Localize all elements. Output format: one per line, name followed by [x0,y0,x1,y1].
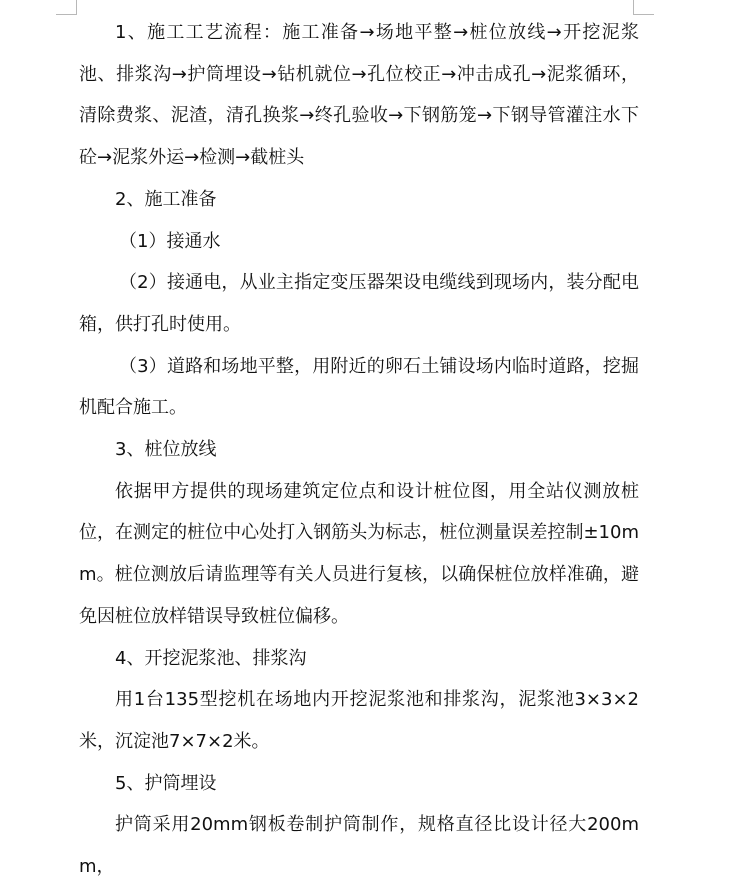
paragraph-slurry-pit: 用1台135型挖机在场地内开挖泥浆池和排浆沟，泥浆池3×3×2米，沉淀池7×7×2米。 [79,689,639,752]
paragraph-water-connection: （1）接通水 [119,230,221,252]
heading-construction-prep: 2、施工准备 [115,188,217,210]
heading-casing-embedding: 5、护筒埋设 [115,772,217,794]
paragraph-road-leveling: （3）道路和场地平整，用附近的卵石土铺设场内临时道路，挖掘机配合施工。 [79,355,639,419]
paragraph-casing-embedding: 护筒采用20mm钢板卷制护筒制作，规格直径比设计径大200mm， [79,814,639,878]
heading-pile-layout: 3、桩位放线 [115,439,217,461]
paragraph-power-connection: （2）接通电，从业主指定变压器架设电缆线到现场内，装分配电箱，供打孔时使用。 [79,272,639,335]
heading-slurry-pit: 4、开挖泥浆池、排浆沟 [115,647,307,669]
paragraph-process-flow: 1、施工工艺流程：施工准备→场地平整→桩位放线→开挖泥浆池、排浆沟→护筒埋设→钻机就位→孔位校正→冲击成孔→泥浆循环，清除费浆、泥渣，清孔换浆→终孔验收→下钢筋笼→下钢导管灌注水下砼→泥浆外运→检测→截桩头 [79,22,639,169]
paragraph-pile-layout: 依据甲方提供的现场建筑定位点和设计桩位图，用全站仪测放桩位，在测定的桩位中心处打入钢筋头为标志，桩位测量误差控制±10mm。桩位测放后请监理等有关人员进行复核，以确保桩位放样准确，避免因桩位放样错误导致桩位偏移。 [79,480,639,627]
document-body [79,12,639,888]
page-corner-mark-left [56,0,77,15]
